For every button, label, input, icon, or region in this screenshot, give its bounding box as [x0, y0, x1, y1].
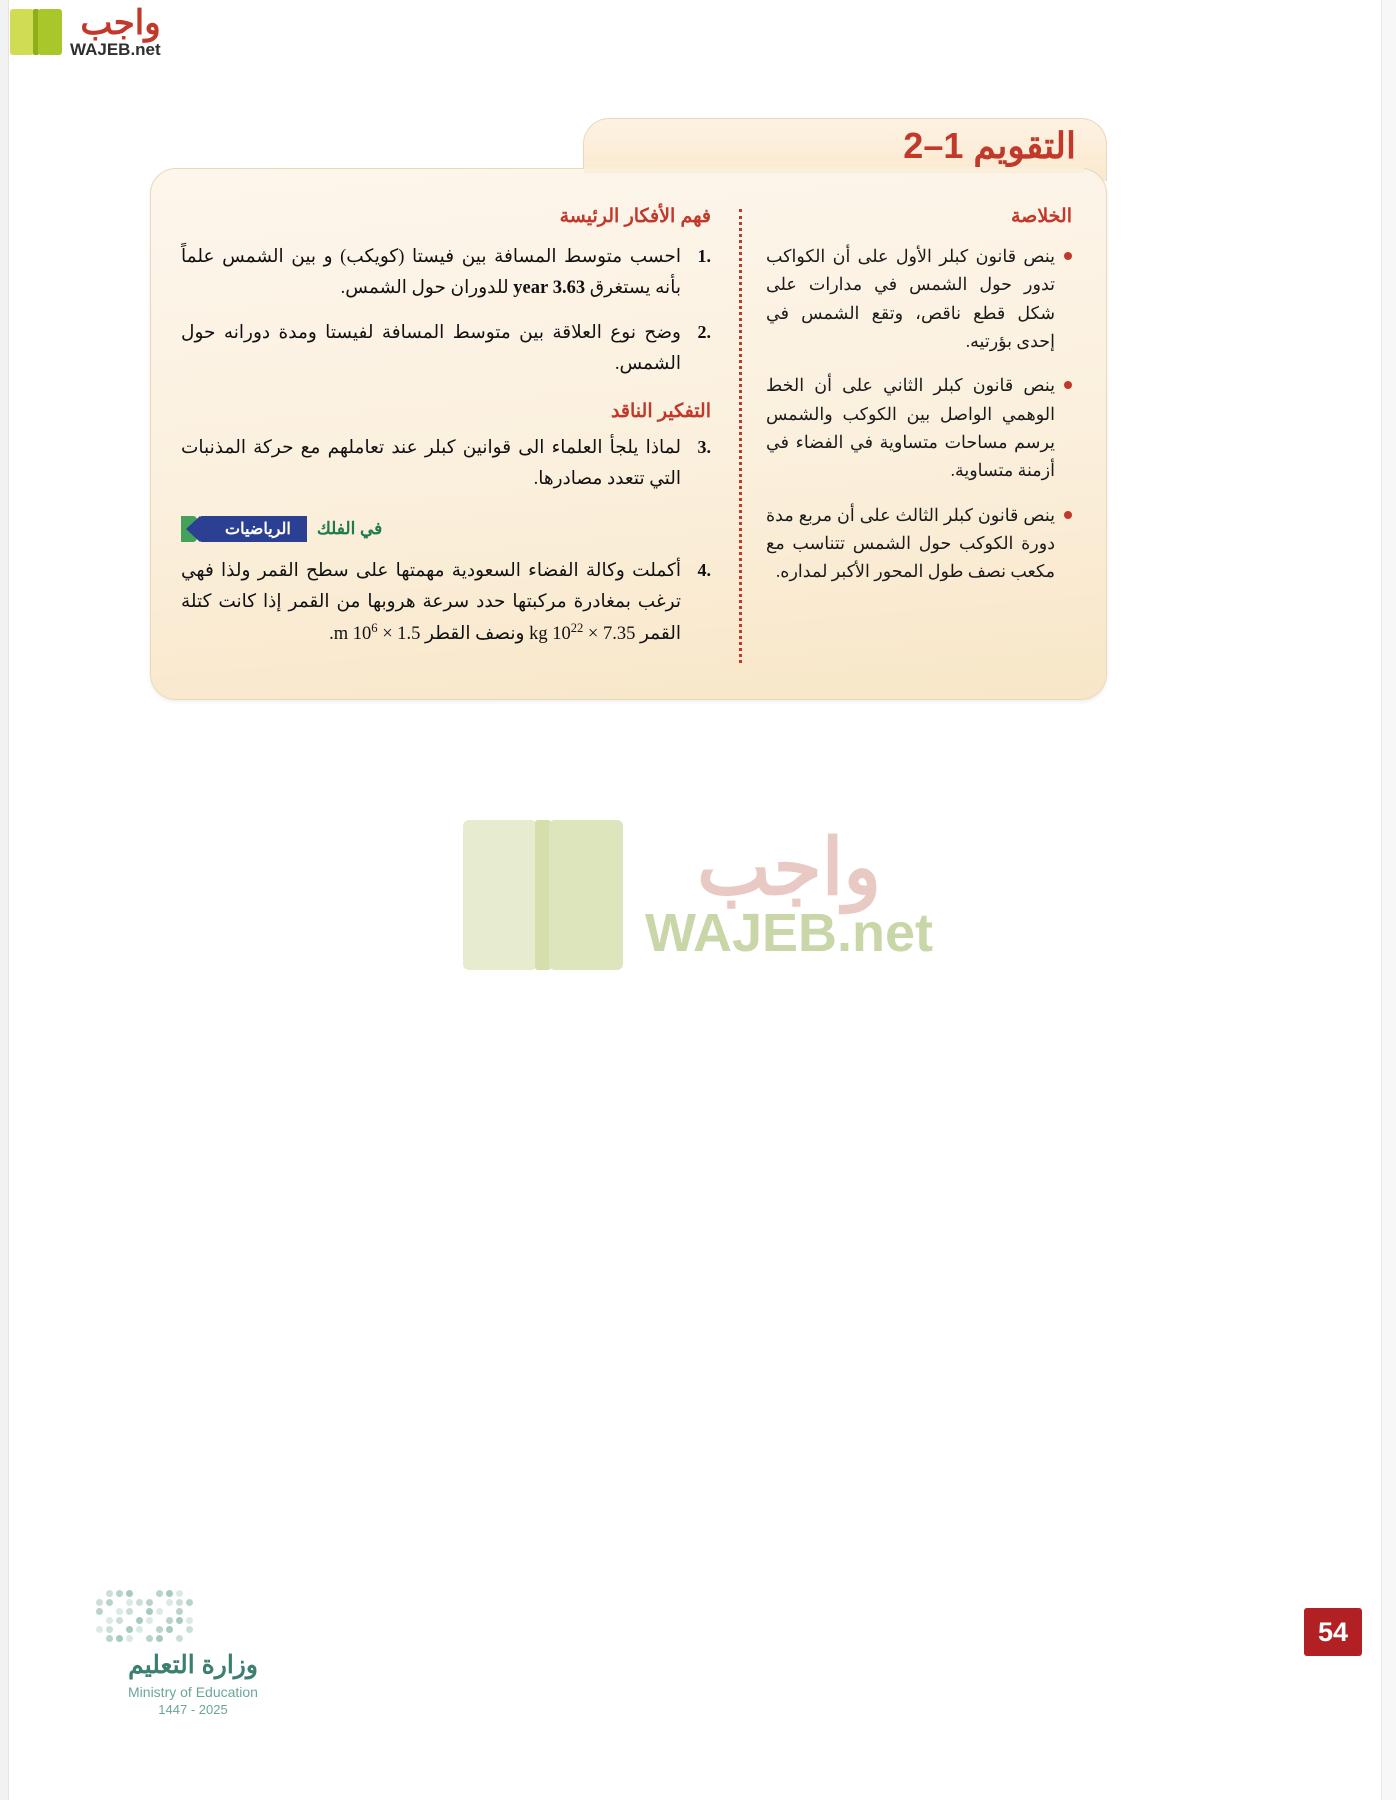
- brand-arabic-text: واجب: [80, 4, 161, 42]
- page-watermark: [0, 820, 1396, 970]
- ministry-name-arabic: وزارة التعليم: [128, 1651, 258, 1679]
- evaluation-card: [150, 168, 1107, 700]
- math-in-astronomy-banner: [181, 516, 711, 542]
- math-question-part1: أكملت وكالة الفضاء السعودية مهمتها على سطح القمر ولذا فهي ترغب بمغادرة مركبتها حدد سرعة هروبها من القمر إذا كانت كتلة القمر: [181, 561, 681, 644]
- ministry-name-english: Ministry of Education: [128, 1684, 258, 1700]
- math-radius-unit: m: [333, 623, 353, 644]
- question-text-tail: للدوران حول الشمس.: [340, 277, 514, 298]
- questions-column: [181, 205, 739, 673]
- question-number: .1: [697, 246, 711, 266]
- math-mass-value: 7.35 × 10: [552, 623, 636, 644]
- question-number: .2: [697, 322, 711, 343]
- page-number-badge: 54: [1304, 1608, 1362, 1656]
- question-number: .3: [697, 436, 711, 457]
- math-question-part2: ونصف القطر: [420, 623, 530, 644]
- open-book-icon: [10, 9, 62, 55]
- page-edge-right: [1381, 0, 1396, 1800]
- question-number: .4: [697, 560, 711, 581]
- list-item: ينص قانون كبلر الثالث على أن مربع مدة دورة الكوكب حول الشمس تتناسب مع مكعب نصف طول المحور الأكبر لمداره.: [766, 501, 1072, 586]
- watermark-text: [644, 823, 934, 964]
- list-item: ينص قانون كبلر الثاني على أن الخط الوهمي الواصل بين الكوكب والشمس يرسم مساحات متساوية في الفضاء في أزمنة متساوية.: [766, 371, 1072, 484]
- math-banner-flag: الرياضيات: [199, 516, 307, 542]
- ministry-logo: [78, 1586, 308, 1717]
- critical-thinking-question-list: [181, 433, 711, 494]
- math-question-part3: .: [329, 623, 334, 644]
- question-text: احسب متوسط المسافة بين فيستا (كويكب) و بين الشمس علماً بأنه يستغرق: [181, 247, 681, 298]
- math-mass-exponent: 22: [570, 620, 584, 635]
- list-item: [181, 242, 711, 303]
- brand-latin-text: WAJEB.net: [70, 40, 161, 59]
- list-item: ينص قانون كبلر الأول على أن الكواكب تدور حول الشمس في مدارات على شكل قطع ناقص، وتقع الشمس في إحدى بؤرتيه.: [766, 242, 1072, 355]
- math-radius-value: 1.5 × 10: [352, 623, 421, 644]
- question-bold-value: 3.63 year: [513, 277, 586, 298]
- critical-thinking-heading: التفكير الناقد: [610, 400, 711, 422]
- list-item: [181, 318, 711, 379]
- math-banner-subject: في الفلك: [316, 519, 383, 539]
- column-divider: [739, 209, 742, 663]
- list-item: [181, 556, 711, 649]
- ministry-dots-icon: [78, 1586, 308, 1642]
- watermark-latin: WAJEB.net: [644, 903, 934, 964]
- list-item: [181, 433, 711, 494]
- ministry-year: 2025 - 1447: [158, 1702, 228, 1717]
- summary-bullet-list: [766, 242, 1072, 586]
- brand-wordmark: [70, 6, 161, 58]
- math-question-list: [181, 556, 711, 649]
- watermark-book-icon: [463, 820, 623, 970]
- watermark-arabic: واجب: [696, 823, 882, 912]
- page-title: التقويم 1–2: [903, 125, 1076, 166]
- math-radius-exponent: 6: [371, 620, 378, 635]
- summary-column: [742, 205, 1072, 673]
- brand-logo: [10, 6, 161, 58]
- main-ideas-question-list: [181, 242, 711, 380]
- question-text: وضح نوع العلاقة بين متوسط المسافة لفيستا ومدة دورانه حول الشمس.: [181, 323, 681, 375]
- math-mass-unit: kg: [529, 623, 553, 644]
- page-edge-left: [0, 0, 9, 1800]
- main-ideas-heading: فهم الأفكار الرئيسة: [559, 206, 711, 227]
- question-text: لماذا يلجأ العلماء الى قوانين كبلر عند تعاملهم مع حركة المذنبات التي تتعدد مصادرها.: [181, 437, 681, 489]
- summary-heading: الخلاصة: [1011, 206, 1072, 227]
